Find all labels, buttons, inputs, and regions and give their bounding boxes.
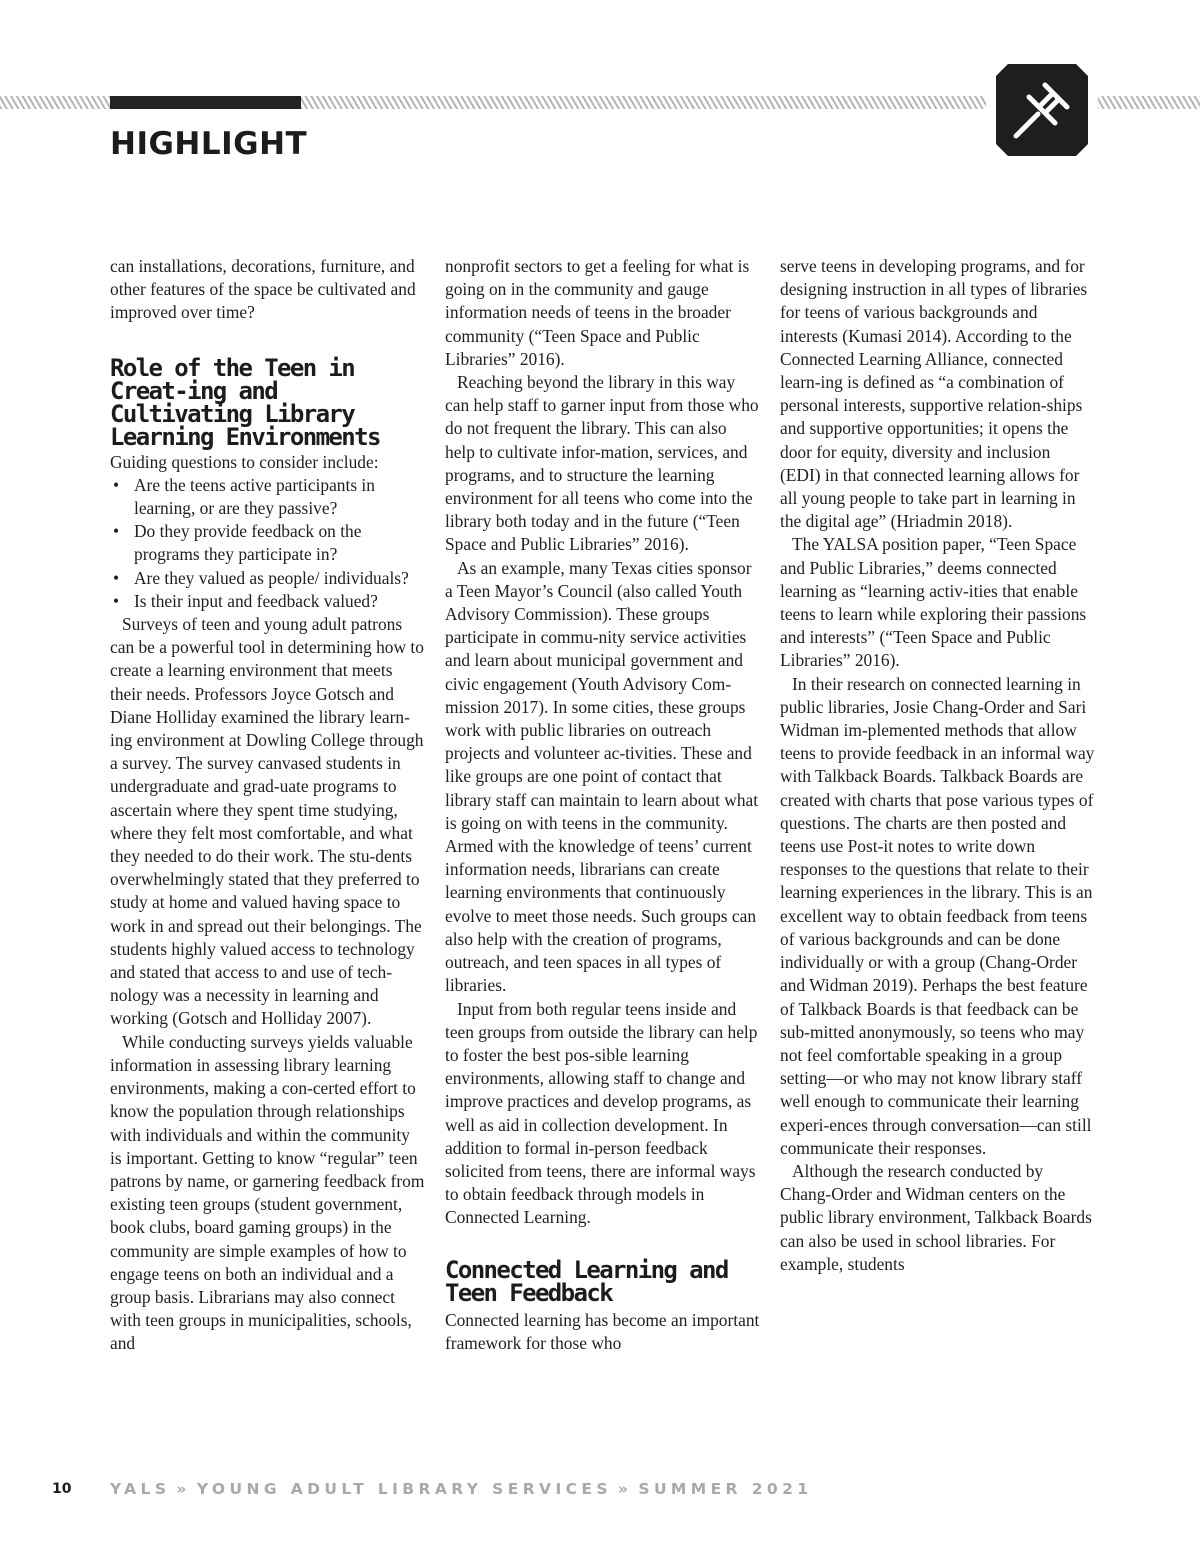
body-paragraph: Connected learning has become an important framework for those who <box>445 1309 760 1353</box>
pushpin-icon <box>996 64 1088 156</box>
footer-separator: » <box>176 1480 191 1498</box>
page-number: 10 <box>52 1481 72 1497</box>
body-paragraph: The YALSA position paper, “Teen Space and Public Libraries,” deems connected learning as “learning activ-ities that enable teens to learn while exploring their passions and interests” (“Teen Space and Public Libraries” 2016). <box>780 534 1087 671</box>
body-paragraph: Guiding questions to consider include: <box>110 451 379 472</box>
body-paragraph: serve teens in developing programs, and for designing instruction in all types of libraries for teens of various backgrounds and interests (Kumasi 2014). According to the Connected Learning Alliance, connected learn-ing is defined as “a combination of personal interests, supportive relation-ships and supportive opportunities; it opens the door for equity, diversity and inclusion (EDI) in that connected learning allows for all young people to take part in learning in the digital age” (Hriadmin 2018). <box>780 256 1088 532</box>
body-paragraph: While conducting surveys yields valuable information in assessing library learning environments, making a con-certed effort to know the population through relationships with individuals and within the community is important. Getting to know “regular” teen patrons by name, or garnering feedback from existing teen groups (student government, book clubs, board gaming groups) in the community are simple examples of how to engage teens on both an individual and a group basis. Librarians may also connect with teen groups in municipalities, schools, and <box>110 1031 425 1354</box>
body-paragraph: can installations, decorations, furniture, and other features of the space be cultivated and improved over time? <box>110 256 416 323</box>
article-column-2 <box>445 255 760 1355</box>
body-paragraph: Reaching beyond the library in this way can help staff to garner input from those who do not frequent the library. This can also help to cultivate infor-mation, services, and programs, and to structure the learning environment for all teens who come into the library both today and in the future (“Teen Space and Public Libraries” 2016). <box>445 372 759 555</box>
section-heading: Role of the Teen in Creat-ing and Cultivating Library Learning Environments <box>110 353 380 451</box>
list-item: • Are they valued as people/ individuals? <box>110 567 425 590</box>
footer-title: YOUNG ADULT LIBRARY SERVICES <box>196 1480 612 1498</box>
bullet-list <box>110 474 425 613</box>
footer-separator: » <box>617 1480 633 1498</box>
list-item: • Do they provide feedback on the programs they participate in? <box>110 520 425 566</box>
running-footer <box>110 1480 812 1498</box>
body-paragraph: As an example, many Texas cities sponsor a Teen Mayor’s Council (also called Youth Advisory Commission). These groups participate in commu-nity service activities and learn about municipal government and civic engagement (Youth Advisory Com-mission 2017). In some cities, these groups work with public libraries on outreach projects and volunteer ac-tivities. These and like groups are one point of contact that library staff can maintain to learn about what is going on with teens in the community. Armed with the knowledge of teens’ current information needs, librarians can create learning environments that continuously evolve to meet those needs. Such groups can also help with the creation of programs, outreach, and teen spaces in all types of libraries. <box>445 557 759 996</box>
footer-issue: SUMMER 2021 <box>638 1480 813 1498</box>
badge-background <box>996 64 1088 156</box>
article-column-3 <box>780 255 1095 1276</box>
header-accent-bar <box>110 96 301 109</box>
article-column-1 <box>110 255 425 1356</box>
section-heading: Connected Learning and Teen Feedback <box>445 1255 728 1307</box>
list-item: • Are the teens active participants in learning, or are they passive? <box>110 474 425 520</box>
body-paragraph: Although the research conducted by Chang-Order and Widman centers on the public library environment, Talkback Boards can also be used in school libraries. For example, students <box>780 1160 1092 1274</box>
body-paragraph: Surveys of teen and young adult patrons can be a powerful tool in determining how to create a learning environment that meets their needs. Professors Joyce Gotsch and Diane Holliday examined the library learn-ing environment at Dowling College through a survey. The survey canvased students in undergraduate and grad-uate programs to ascertain where they spent time studying, where they felt most comfortable, and what they needed to do their work. The stu-dents overwhelmingly stated that they preferred to study at home and valued having space to work in and spread out their belongings. The students highly valued access to technology and stated that access to and use of tech-nology was a necessity in learning and working (Gotsch and Holliday 2007). <box>110 614 424 1029</box>
section-title: HIGHLIGHT <box>110 126 308 162</box>
body-paragraph: nonprofit sectors to get a feeling for what is going on in the community and gauge information needs of teens in the broader community (“Teen Space and Public Libraries” 2016). <box>445 256 750 369</box>
body-paragraph: In their research on connected learning in public libraries, Josie Chang-Order and Sari Widman im-plemented methods that allow teens to provide feedback in an informal way with Talkback Boards. Talkback Boards are created with charts that pose various types of questions. The charts are then posted and teens use Post-it notes to write down responses to the questions that relate to their learning experiences in the library. This is an excellent way to obtain feedback from teens of various backgrounds and can be done individually or with a group (Chang-Order and Widman 2019). Perhaps the best feature of Talkback Boards is that feedback can be sub-mitted anonymously, so teens who may not feel comfortable speaking in a group setting—or who may not know library staff well enough to communicate their learning experi-ences through conversation—can still communicate their responses. <box>780 673 1095 1158</box>
list-item: • Is their input and feedback valued? <box>110 590 425 613</box>
footer-publication: YALS <box>110 1480 171 1498</box>
body-paragraph: Input from both regular teens inside and teen groups from outside the library can help to foster the best pos-sible learning environments, allowing staff to change and improve practices and develop programs, as well as aid in collection development. In addition to formal in-person feedback solicited from teens, there are informal ways to obtain feedback through models in Connected Learning. <box>445 998 758 1228</box>
section-badge <box>986 54 1098 166</box>
